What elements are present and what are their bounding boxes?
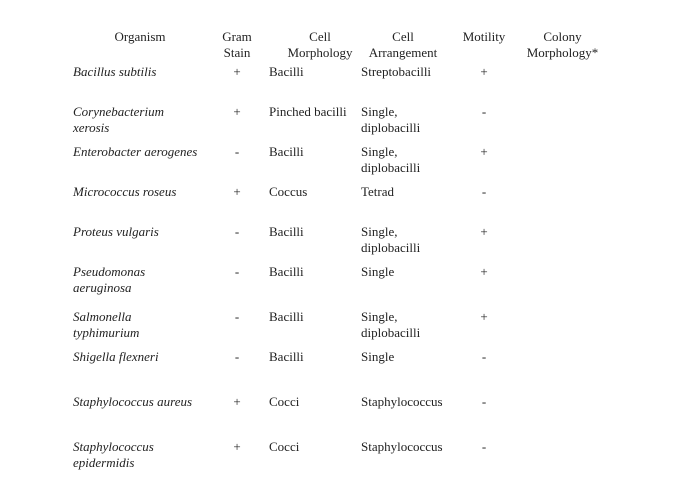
row-2-organism-line-2: xerosis [73,120,110,135]
row-1-cell-arrangement-line-1: Streptobacilli [361,64,432,79]
row-2-cell-morphology: Pinched bacilli [269,104,347,119]
row-7-organism-line-1: Salmonella [73,309,132,324]
header-gram-stain-line-2: Stain [223,45,251,60]
row-3-organism-line-1: Enterobacter aerogenes [73,144,198,159]
row-3-cell-arrangement [361,144,456,176]
header-gram-stain [212,29,262,61]
row-6-motility: + [480,264,488,279]
row-1-cell-morphology: Bacilli [269,64,304,79]
row-5-organism [73,224,213,240]
row-4-cell-arrangement-line-1: Tetrad [361,184,395,199]
row-7-cell-arrangement-line-1: Single, [361,309,398,324]
row-10-cell-arrangement [361,439,456,455]
row-3-motility: + [480,144,488,159]
row-8-motility: - [481,349,487,364]
header-colony-morphology-line-1: Colony [543,29,582,44]
row-8-cell-arrangement-line-1: Single [361,349,395,364]
row-3-cell-morphology: Bacilli [269,144,304,159]
row-2-organism [73,104,213,136]
row-6-cell-arrangement [361,264,456,280]
row-9-cell-morphology: Cocci [269,394,300,409]
row-2-cell-arrangement-line-2: diplobacilli [361,120,421,135]
row-3-cell-arrangement-line-2: diplobacilli [361,160,421,175]
row-7-cell-arrangement-line-2: diplobacilli [361,325,421,340]
row-6-cell-arrangement-line-1: Single [361,264,395,279]
row-9-gram-stain: + [233,394,241,409]
header-motility-label: Motility [462,29,506,44]
row-3-gram-stain: - [234,144,240,159]
row-10-cell-arrangement-line-1: Staphylococcus [361,439,443,454]
header-cell-morphology [275,29,365,61]
row-2-cell-arrangement [361,104,456,136]
header-colony-morphology [515,29,610,61]
row-5-cell-arrangement-line-2: diplobacilli [361,240,421,255]
row-9-cell-arrangement [361,394,456,410]
row-4-organism [73,184,213,200]
row-8-gram-stain: - [234,349,240,364]
row-3-organism [73,144,223,160]
row-10-organism-line-1: Staphylococcus [73,439,154,454]
header-cell-arrangement-line-2: Arrangement [368,45,438,60]
row-1-motility: + [480,64,488,79]
row-9-organism [73,394,223,410]
row-8-cell-morphology: Bacilli [269,349,304,364]
row-10-cell-morphology: Cocci [269,439,300,454]
row-7-gram-stain: - [234,309,240,324]
header-organism-label: Organism [114,29,166,44]
row-9-motility: - [481,394,487,409]
row-4-cell-morphology: Coccus [269,184,308,199]
row-4-cell-arrangement [361,184,456,200]
header-organism [95,29,185,45]
row-4-organism-line-1: Micrococcus roseus [73,184,177,199]
header-cell-arrangement [358,29,448,61]
row-6-organism-line-1: Pseudomonas [73,264,146,279]
header-motility [454,29,514,45]
row-7-organism-line-2: typhimurium [73,325,140,340]
row-7-cell-morphology: Bacilli [269,309,304,324]
row-10-organism [73,439,213,471]
row-2-motility: - [481,104,487,119]
row-6-organism [73,264,213,296]
row-7-cell-arrangement [361,309,456,341]
row-6-gram-stain: - [234,264,240,279]
row-1-gram-stain: + [233,64,241,79]
row-8-organism [73,349,213,365]
header-cell-arrangement-line-1: Cell [392,29,414,44]
header-cell-morphology-line-1: Cell [309,29,331,44]
row-1-organism [73,64,213,80]
row-2-gram-stain: + [233,104,241,119]
row-10-gram-stain: + [233,439,241,454]
row-4-motility: - [481,184,487,199]
row-5-cell-arrangement-line-1: Single, [361,224,398,239]
row-9-cell-arrangement-line-1: Staphylococcus [361,394,443,409]
row-5-cell-arrangement [361,224,456,256]
row-5-organism-line-1: Proteus vulgaris [73,224,159,239]
row-3-cell-arrangement-line-1: Single, [361,144,398,159]
row-10-motility: - [481,439,487,454]
row-6-organism-line-2: aeruginosa [73,280,132,295]
header-gram-stain-line-1: Gram [222,29,252,44]
row-4-gram-stain: + [233,184,241,199]
row-7-motility: + [480,309,488,324]
row-1-cell-arrangement [361,64,456,80]
row-5-cell-morphology: Bacilli [269,224,304,239]
row-2-organism-line-1: Corynebacterium [73,104,164,119]
row-8-cell-arrangement [361,349,456,365]
row-1-organism-line-1: Bacillus subtilis [73,64,157,79]
row-7-organism [73,309,213,341]
row-5-motility: + [480,224,488,239]
row-5-gram-stain: - [234,224,240,239]
header-colony-morphology-line-2: Morphology* [526,45,599,60]
row-9-organism-line-1: Staphylococcus aureus [73,394,193,409]
row-8-organism-line-1: Shigella flexneri [73,349,159,364]
row-6-cell-morphology: Bacilli [269,264,304,279]
row-10-organism-line-2: epidermidis [73,455,135,470]
row-2-cell-arrangement-line-1: Single, [361,104,398,119]
header-cell-morphology-line-2: Morphology [287,45,353,60]
